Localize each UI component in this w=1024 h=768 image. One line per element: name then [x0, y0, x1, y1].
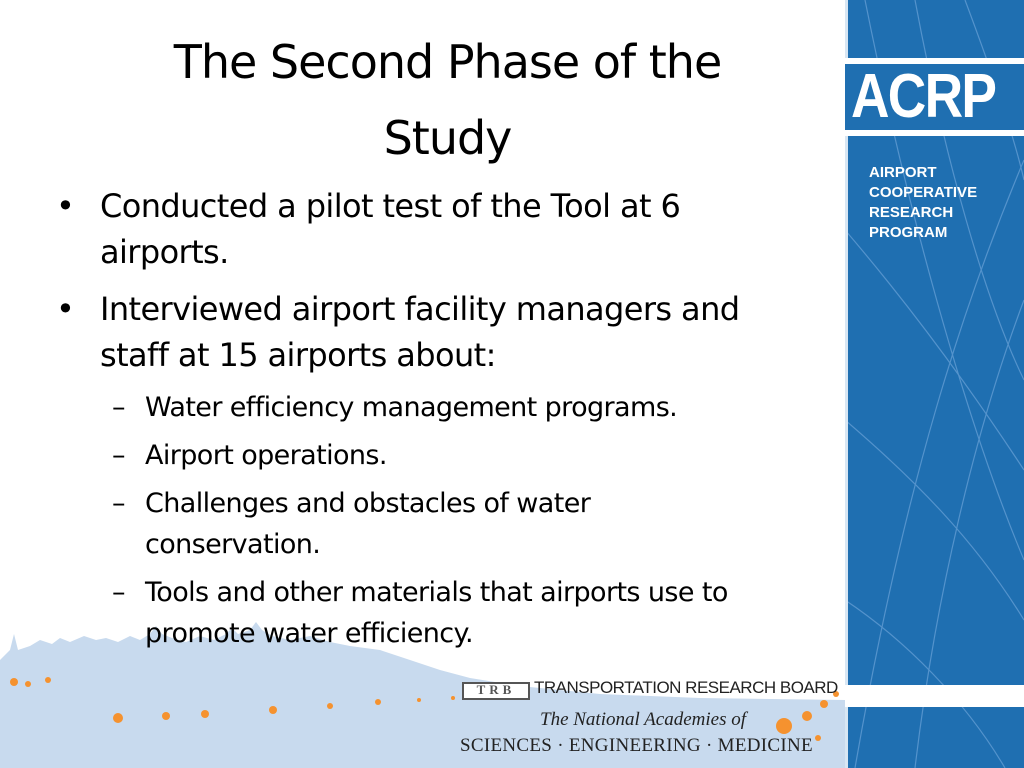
title-line: The Second Phase of the	[173, 35, 722, 89]
trb-academies: The National Academies of	[540, 709, 746, 730]
sub-bullet-dash: –	[112, 488, 125, 519]
trb-logo	[462, 682, 530, 700]
bullet-dot: •	[56, 290, 75, 328]
trb-footer	[456, 676, 836, 766]
panel-bottom-band	[845, 685, 1024, 707]
slide-title	[60, 24, 835, 176]
bullet-line: conservation.	[145, 529, 321, 560]
bullet-line: Tools and other materials that airports use to	[145, 577, 728, 608]
bullet-line: Challenges and obstacles of water	[145, 488, 591, 519]
sub-bullet-dash: –	[112, 577, 125, 608]
bullet-line: Water efficiency management programs.	[145, 392, 678, 423]
acrp-program-line: AIRPORT	[869, 164, 937, 181]
bullet-line: staff at 15 airports about:	[100, 336, 496, 374]
trb-name: TRANSPORTATION RESEARCH BOARD	[534, 678, 838, 697]
title-line: Study	[383, 111, 512, 165]
acrp-program-line: COOPERATIVE	[869, 184, 978, 201]
bullet-line: airports.	[100, 233, 229, 271]
bullet-line: Interviewed airport facility managers and	[100, 290, 740, 328]
trb-sciences-engineering-medicine: SCIENCES · ENGINEERING · MEDICINE	[460, 735, 813, 756]
acrp-program-line: RESEARCH	[869, 204, 954, 221]
bullet-line: Airport operations.	[145, 440, 387, 471]
sub-bullet-dash: –	[112, 392, 125, 423]
acrp-program-line: PROGRAM	[869, 224, 948, 241]
acrp-side-panel	[845, 0, 1024, 768]
sub-bullet-dash: –	[112, 440, 125, 471]
bullet-dot: •	[56, 187, 75, 225]
acrp-logo	[845, 58, 1024, 136]
trb-logo-text: TRB	[476, 682, 516, 697]
bullet-line: Conducted a pilot test of the Tool at 6	[100, 187, 681, 225]
acrp-program-name	[869, 163, 1019, 243]
acrp-wordmark: ACRP	[851, 62, 996, 131]
acrp-logo-inner	[845, 64, 1024, 130]
bullet-line: promote water efficiency.	[145, 618, 474, 649]
